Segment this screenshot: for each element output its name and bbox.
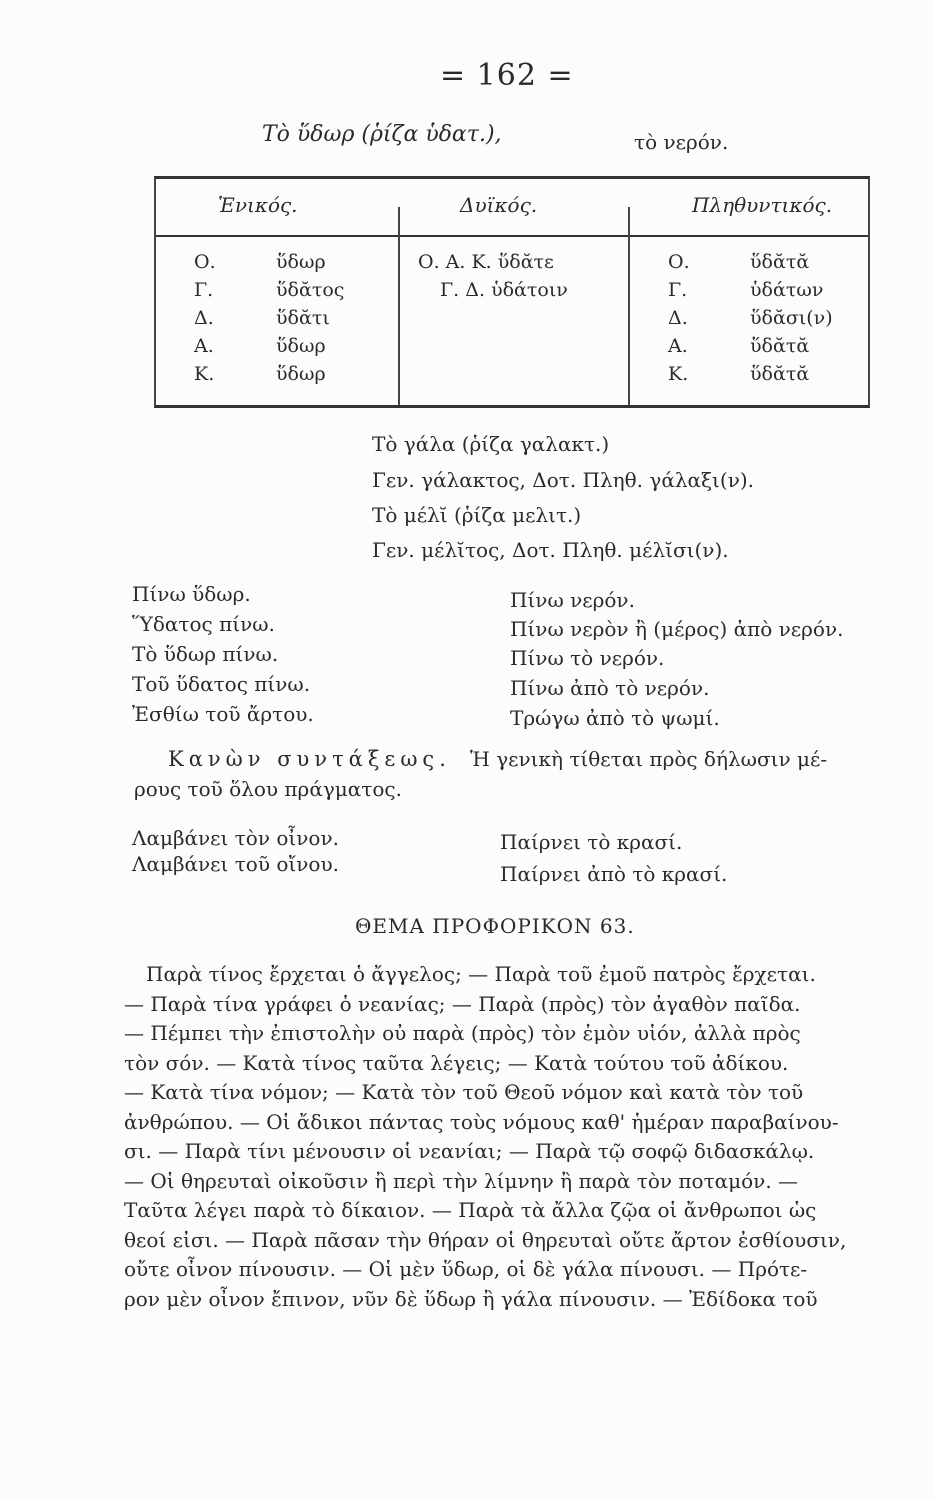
example-greek: Λαμβάνει τὸν οἶνον.: [132, 826, 339, 850]
sg-case: Γ.: [194, 279, 214, 301]
example-modern: Παίρνει τὸ κρασί.: [500, 830, 683, 854]
sg-case: Κ.: [194, 363, 215, 385]
exercise-line: — Οἱ θηρευταὶ οἰκοῦσιν ἢ περὶ τὴν λίμνην ἢ παρὰ τὸν ποταμόν. —: [124, 1168, 799, 1193]
page-number: = 162 =: [440, 58, 574, 93]
lemma-translation: τὸ νερόν.: [634, 130, 729, 154]
example-modern: Πίνω νερόν.: [510, 588, 635, 612]
pl-case: Δ.: [668, 307, 688, 329]
rule-text-cont: ρους τοῦ ὅλου πράγματος.: [134, 777, 402, 801]
pl-form: ὕδᾰτᾰ: [750, 251, 810, 273]
sg-case: Δ.: [194, 307, 214, 329]
example-modern: Τρώγω ἀπὸ τὸ ψωμί.: [510, 706, 720, 730]
exercise-line: θεοί εἰσι. — Παρὰ πᾶσαν τὴν θήραν οἱ θηρευταὶ οὔτε ἄρτον ἐσθίουσιν,: [124, 1227, 847, 1252]
example-modern: Παίρνει ἀπὸ τὸ κρασί.: [500, 862, 728, 886]
exercise-line: ρον μὲν οἶνον ἔπινον, νῦν δὲ ὕδωρ ἢ γάλα πίνουσιν. — Ἐδίδοκα τοῦ: [124, 1286, 818, 1311]
dual-form: Γ. Δ. ὑδάτοιν: [440, 279, 568, 301]
exercise-line: Παρὰ τίνος ἔρχεται ὁ ἄγγελος; — Παρὰ τοῦ ἐμοῦ πατρὸς ἔρχεται.: [146, 962, 816, 986]
pl-form: ὕδᾰτᾰ: [750, 335, 810, 357]
example-greek: Λαμβάνει τοῦ οἴνου.: [132, 852, 339, 876]
pl-case: Α.: [668, 335, 688, 357]
note-line: Γεν. μέλῐτος, Δοτ. Πληθ. μέλῐσι(ν).: [372, 538, 729, 562]
pl-form: ὑδάτων: [750, 279, 824, 301]
lemma-heading: Τὸ ὕδωρ (ῥίζα ὑδατ.),: [262, 122, 502, 147]
exercise-line: — Πέμπει τὴν ἐπιστολὴν οὐ παρὰ (πρὸς) τὸν ἐμὸν υἱόν, ἀλλὰ πρὸς: [124, 1021, 801, 1045]
rule-text: Ἡ γενικὴ τίθεται πρὸς δήλωσιν μέ-: [470, 747, 828, 771]
exercise-line: — Κατὰ τίνα νόμον; — Κατὰ τὸν τοῦ Θεοῦ νόμον καὶ κατὰ τὸν τοῦ: [124, 1080, 804, 1104]
header-singular: Ἑνικός.: [218, 193, 298, 217]
sg-case: Ο.: [194, 251, 216, 273]
exercise-text: [124, 960, 876, 1314]
note-line: Γεν. γάλακτος, Δοτ. Πληθ. γάλαξι(ν).: [372, 468, 755, 492]
exercise-line: ἀνθρώπου. — Οἱ ἄδικοι πάντας τοὺς νόμους καθ' ἡμέραν παραβαίνου-: [124, 1109, 839, 1134]
note-line: Τὸ μέλῐ (ῥίζα μελιτ.): [372, 503, 582, 527]
note-line: Τὸ γάλα (ῥίζα γαλακτ.): [372, 432, 610, 456]
sg-case: Α.: [194, 335, 214, 357]
example-modern: Πίνω νερὸν ἢ (μέρος) ἀπὸ νερόν.: [510, 617, 844, 641]
declension-table: [154, 176, 870, 408]
example-modern: Πίνω τὸ νερόν.: [510, 646, 665, 670]
exercise-line: τὸν σόν. — Κατὰ τίνος ταῦτα λέγεις; — Κατὰ τούτου τοῦ ἀδίκου.: [124, 1050, 789, 1075]
exercise-line: σι. — Παρὰ τίνι μένουσιν οἱ νεανίαι; — Παρὰ τῷ σοφῷ διδασκάλῳ.: [124, 1139, 815, 1163]
dual-form: Ο. Α. Κ. ὕδᾰτε: [418, 251, 554, 273]
exercise-title: ΘΕΜΑ ΠΡΟΦΟΡΙΚΟΝ 63.: [355, 914, 635, 938]
pl-form: ὕδᾰτᾰ: [750, 363, 810, 385]
pl-case: Γ.: [668, 279, 688, 301]
exercise-line: οὔτε οἶνον πίνουσιν. — Οἱ μὲν ὕδωρ, οἱ δὲ γάλα πίνουσι. — Πρότε-: [124, 1257, 808, 1281]
rule-title: Κανὼν συντάξεως.: [168, 747, 451, 771]
example-greek: Πίνω ὕδωρ.: [132, 582, 251, 606]
pl-case: Ο.: [668, 251, 690, 273]
sg-form: ὕδᾰτι: [276, 307, 330, 329]
example-greek: Τὸ ὕδωρ πίνω.: [132, 642, 279, 666]
example-modern: Πίνω ἀπὸ τὸ νερόν.: [510, 676, 710, 700]
header-dual: Δυϊκός.: [460, 193, 538, 217]
sg-form: ὕδωρ: [276, 335, 326, 357]
pl-form: ὕδᾰσι(ν): [750, 307, 833, 329]
exercise-line: Ταῦτα λέγει παρὰ τὸ δίκαιον. — Παρὰ τὰ ἄλλα ζῷα οἱ ἄνθρωποι ὡς: [124, 1198, 817, 1222]
exercise-line: — Παρὰ τίνα γράφει ὁ νεανίας; — Παρὰ (πρὸς) τὸν ἀγαθὸν παῖδα.: [124, 991, 801, 1016]
sg-form: ὕδωρ: [276, 251, 326, 273]
sg-form: ὕδᾰτος: [276, 279, 345, 301]
example-greek: Τοῦ ὕδατος πίνω.: [132, 672, 311, 696]
pl-case: Κ.: [668, 363, 689, 385]
header-plural: Πληθυντικός.: [692, 193, 833, 217]
sg-form: ὕδωρ: [276, 363, 326, 385]
example-greek: Ὕδατος πίνω.: [132, 612, 275, 636]
example-greek: Ἐσθίω τοῦ ἄρτου.: [132, 702, 314, 726]
